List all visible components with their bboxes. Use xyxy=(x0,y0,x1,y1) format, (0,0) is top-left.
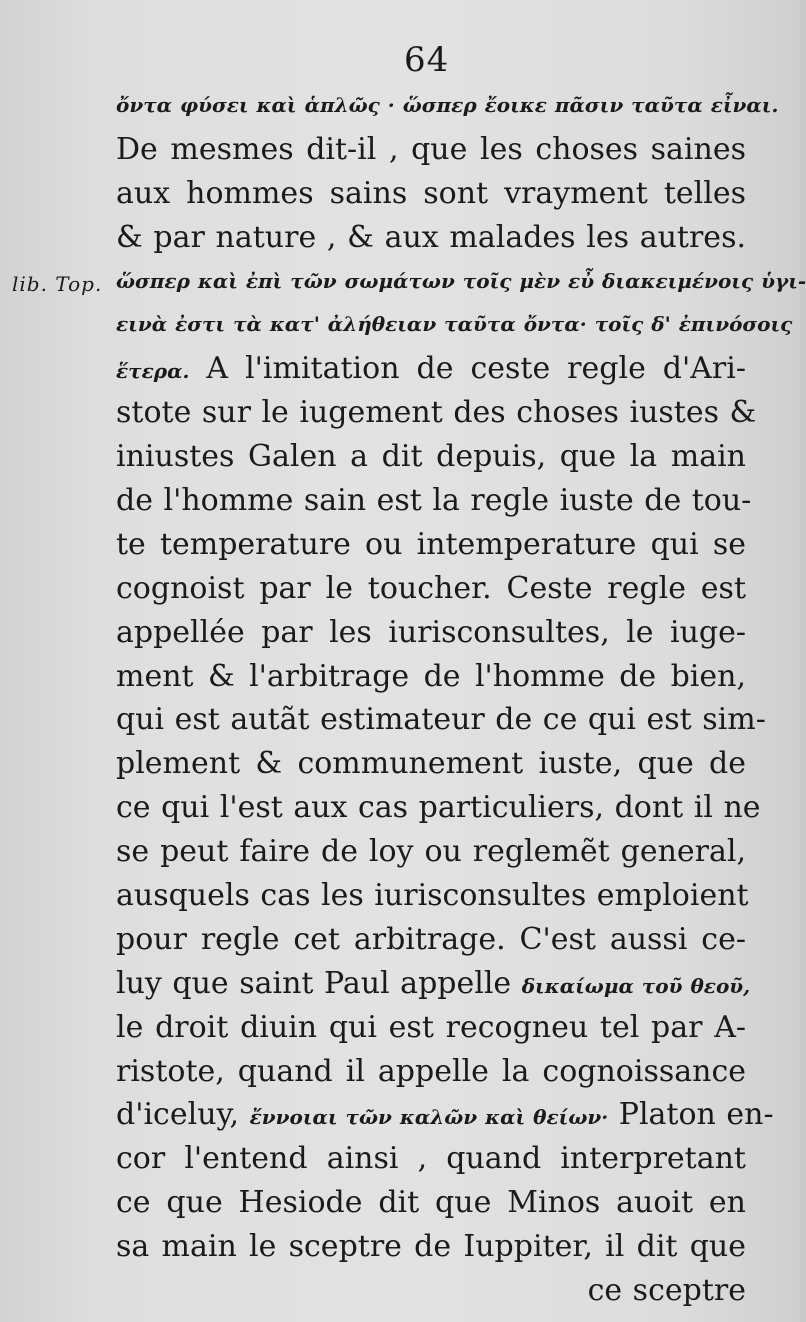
text-line: sa main le sceptre de Iuppiter, il dit que xyxy=(116,1229,746,1265)
text-line: cognoist par le toucher. Ceste regle est xyxy=(116,570,746,606)
text-line: ce qui l'est aux cas particuliers, dont il ne xyxy=(116,790,761,826)
text-line: de l'homme sain est la regle iuste de tou- xyxy=(116,483,752,519)
text-line: ce que Hesiode dit que Minos auoit en xyxy=(116,1185,746,1221)
text-line: qui est autãt estimateur de ce qui est sim- xyxy=(116,702,766,738)
text-line-greek: ὄντα φύσει καὶ ἁπλῶς · ὥσπερ ἔοικε πᾶσιν ταῦτα εἶναι. xyxy=(116,93,779,117)
text-line: De mesmes dit-il , que les choses saines xyxy=(116,131,746,167)
text-line xyxy=(116,962,751,1006)
margin-note: lib. Top. xyxy=(12,272,103,296)
body-text xyxy=(116,84,806,1313)
text-line: aux hommes sains sont vrayment telles xyxy=(116,175,746,211)
text-line-greek: εινὰ ἐστι τὰ κατ' ἀλήθειαν ταῦτα ὄντα· τοῖς δ' ἐπινόσοις xyxy=(116,312,793,337)
greek-phrase: ἔννοιαι τῶν καλῶν καὶ θείων· xyxy=(249,1105,609,1130)
greek-phrase: δικαίωμα τοῦ θεοῦ, xyxy=(521,973,751,998)
text-line: pour regle cet arbitrage. C'est aussi ce- xyxy=(116,921,746,957)
text-line: iniustes Galen a dit depuis, que la main xyxy=(116,439,746,475)
text-segment: Platon en- xyxy=(608,1097,774,1133)
text-line: se peut faire de loy ou reglemẽt general, xyxy=(116,834,746,870)
text-line xyxy=(116,1093,774,1137)
text-line: te temperature ou intemperature qui se xyxy=(116,526,746,562)
text-line: & par nature , & aux malades les autres. xyxy=(116,219,746,255)
greek-word: ἕτερα. xyxy=(116,359,190,384)
text-line: ment & l'arbitrage de l'homme de bien, xyxy=(116,658,746,694)
text-segment: A l'imitation de ceste regle d'Ari- xyxy=(189,351,746,387)
text-line: ausquels cas les iurisconsultes emploient xyxy=(116,878,749,914)
text-line: cor l'entend ainsi , quand interpretant xyxy=(116,1141,746,1177)
page-number: 64 xyxy=(404,40,450,80)
text-line: le droit diuin qui est recogneu tel par A- xyxy=(116,1009,746,1045)
text-line: plement & communement iuste, que de xyxy=(116,746,746,782)
text-line xyxy=(116,347,746,391)
text-segment: d'iceluy, xyxy=(116,1097,250,1133)
catchword: ce sceptre xyxy=(587,1273,746,1309)
text-line: appellée par les iurisconsultes, le iuge- xyxy=(116,614,746,650)
text-line: stote sur le iugement des choses iustes & xyxy=(116,395,757,431)
text-segment: luy que saint Paul appelle xyxy=(116,965,522,1001)
text-line-greek: ὥσπερ καὶ ἐπὶ τῶν σωμάτων τοῖς μὲν εὖ διακειμένοις ὑγι- xyxy=(116,268,806,293)
text-line: ristote, quand il appelle la cognoissance xyxy=(116,1053,746,1089)
